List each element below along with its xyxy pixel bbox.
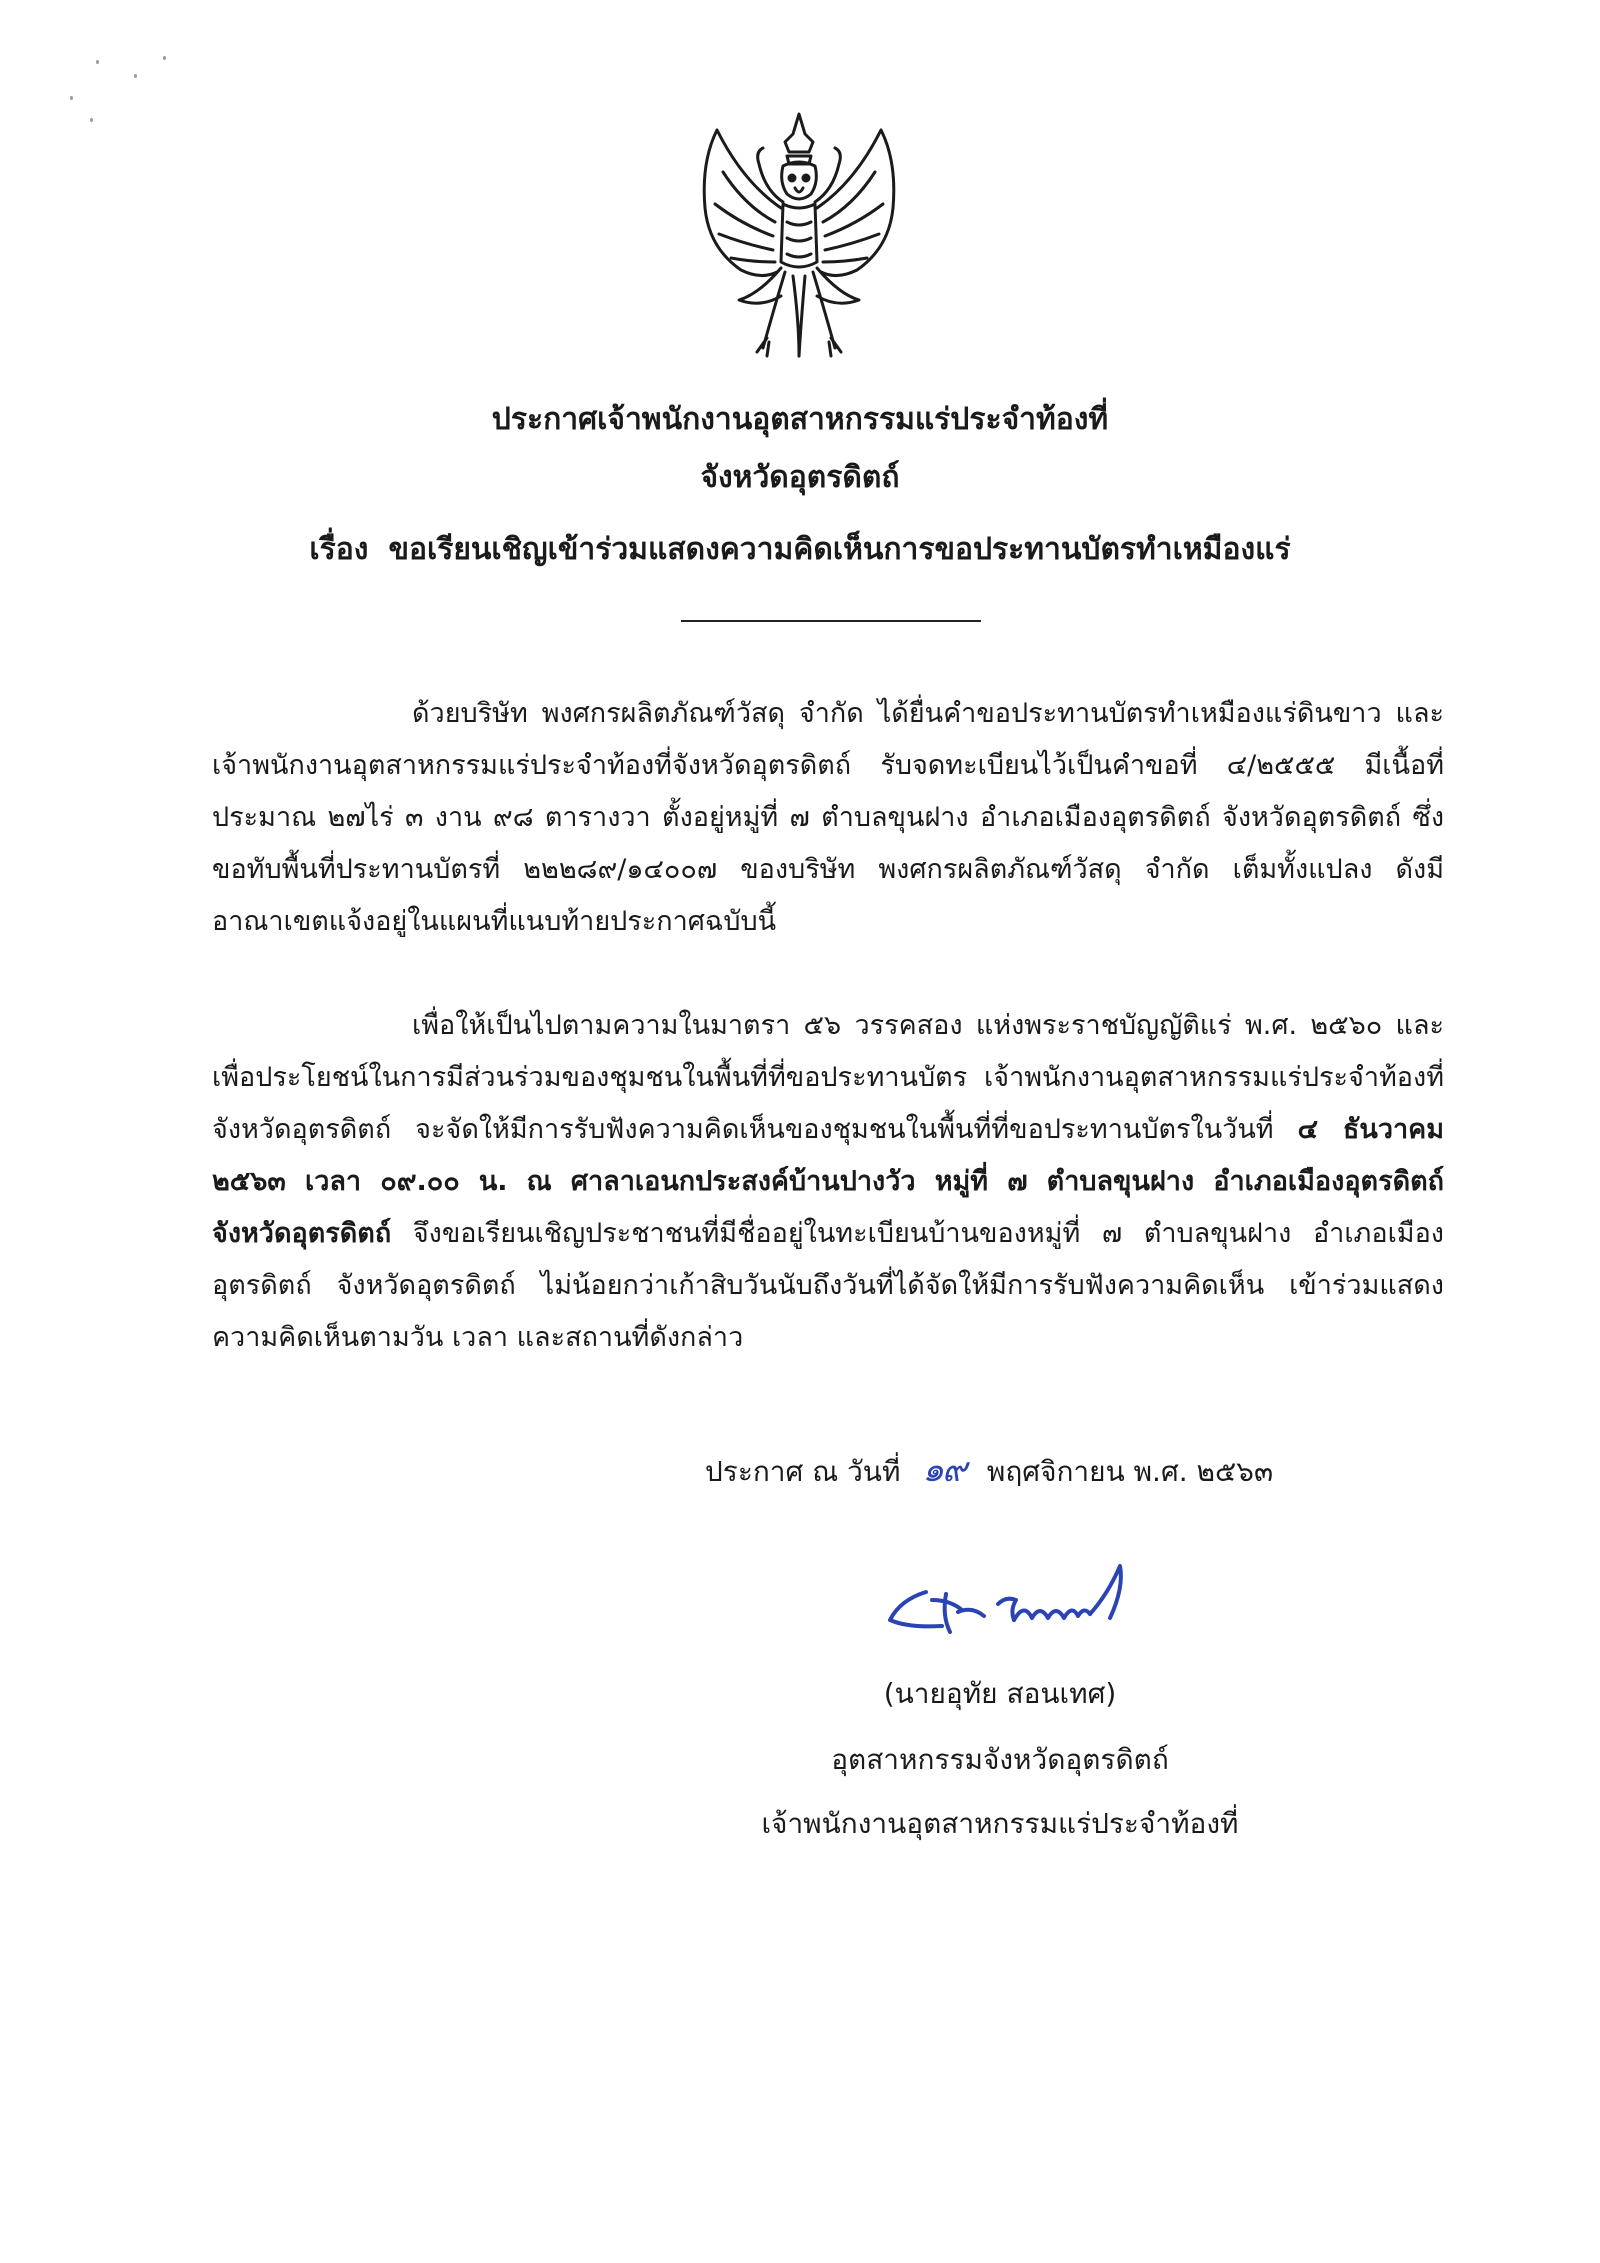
handwritten-signature (880, 1548, 1150, 1658)
subject-text: ขอเรียนเชิญเข้าร่วมแสดงความคิดเห็นการขอประทานบัตรทำเหมืองแร่ (388, 532, 1291, 567)
subject-line (0, 528, 1600, 572)
scan-speck (70, 96, 73, 100)
signatory-position: อุตสาหกรรมจังหวัดอุตรดิตถ์ (831, 1743, 1169, 1776)
announcement-date (705, 1446, 1273, 1496)
announcement-title: ประกาศเจ้าพนักงานอุตสาหกรรมแร่ประจำท้องที่ (491, 402, 1109, 437)
scan-speck (90, 118, 93, 122)
scan-speck (96, 60, 99, 64)
signatory-name: (นายอุทัย สอนเทศ) (883, 1677, 1117, 1710)
subject-label: เรื่อง (309, 532, 369, 567)
date-month-year: พฤศจิกายน พ.ศ. ๒๕๖๓ (986, 1455, 1274, 1488)
paragraph-application: ด้วยบริษัท พงศกรผลิตภัณฑ์วัสดุ จำกัด ได้ยื่นคำขอประทานบัตรทำเหมืองแร่ดินขาว และเจ้าพนักงานอุตสาหกรรมแร่ประจำท้องที่จังหวัดอุตรดิตถ์ รับจดทะเบียนไว้เป็นคำขอที่ ๔/๒๕๕๕ มีเนื้อที่ประมาณ ๒๗ไร่ ๓ งาน ๙๘ ตารางวา ตั้งอยู่หมู่ที่ ๗ ตำบลขุนฝาง อำเภอเมืองอุตรดิตถ์ จังหวัดอุตรดิตถ์ ซึ่งขอทับพื้นที่ประทานบัตรที่ ๒๒๒๘๙/๑๔๐๐๗ ของบริษัท พงศกรผลิตภัณฑ์วัสดุ จำกัด เต็มทั้งแปลง ดังมีอาณาเขตแจ้งอยู่ในแผนที่แนบท้ายประกาศฉบับนี้ (212, 698, 1444, 937)
heading-divider (681, 620, 981, 622)
date-prefix: ประกาศ ณ วันที่ (705, 1455, 901, 1488)
hearing-date-venue: ๔ ธันวาคม ๒๕๖๓ เวลา ๐๙.๐๐ น. ณ ศาลาเอนกประสงค์บ้านปางวัว หมู่ที่ ๗ ตำบลขุนฝาง อำเภอเมืองอุตรดิตถ์ จังหวัดอุตรดิตถ์ (212, 1114, 1444, 1249)
province-title: จังหวัดอุตรดิตถ์ (700, 460, 900, 495)
handwritten-day: ๑๙ (922, 1450, 965, 1490)
paragraph-invitation (212, 1000, 1444, 1364)
invitation-intro: เพื่อให้เป็นไปตามความในมาตรา ๕๖ วรรคสอง แห่งพระราชบัญญัติแร่ พ.ศ. ๒๕๖๐ และเพื่อประโยชน์ในการมีส่วนร่วมของชุมชนในพื้นที่ที่ขอประทานบัตร เจ้าพนักงานอุตสาหกรรมแร่ประจำท้องที่จังหวัดอุตรดิตถ์ จะจัดให้มีการรับฟังความคิดเห็นของชุมชนในพื้นที่ที่ขอประทานบัตรในวันที่ (212, 1010, 1444, 1145)
scan-speck (163, 56, 166, 60)
scan-speck (134, 74, 137, 78)
invitation-rest: จึงขอเรียนเชิญประชาชนที่มีชื่ออยู่ในทะเบียนบ้านของหมู่ที่ ๗ ตำบลขุนฝาง อำเภอเมืองอุตรดิตถ์ จังหวัดอุตรดิตถ์ ไม่น้อยกว่าเก้าสิบวันนับถึงวันที่ได้จัดให้มีการรับฟังความคิดเห็น เข้าร่วมแสดงความคิดเห็นตามวัน เวลา และสถานที่ดังกล่าว (212, 1218, 1444, 1353)
signatory-role: เจ้าพนักงานอุตสาหกรรมแร่ประจำท้องที่ (761, 1807, 1239, 1840)
garuda-emblem (683, 112, 915, 360)
